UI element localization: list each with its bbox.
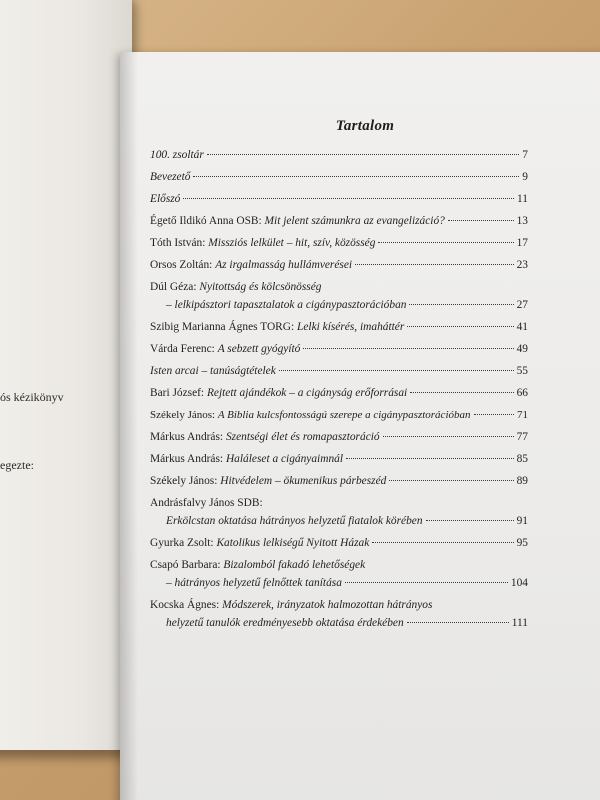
left-page <box>0 0 132 750</box>
entry-author: Várda Ferenc: <box>150 343 215 355</box>
left-page-fragment: egezte: <box>0 458 34 472</box>
page-number: 104 <box>510 577 528 589</box>
dot-leader <box>407 326 513 327</box>
page-number: 9 <box>522 171 528 183</box>
entry-author: Andrásfalvy János SDB: <box>150 497 263 509</box>
page-number: 77 <box>516 431 528 443</box>
page-number: 66 <box>516 387 528 399</box>
entry-title: Szentségi élet és romapasztoráció <box>225 431 380 443</box>
entry-title: Az irgalmasság hullámverései <box>215 259 353 271</box>
toc-entry <box>150 146 528 164</box>
toc-entry <box>150 406 528 424</box>
entry-title-continued: – lelkipásztori tapasztalatok a cigánypasztorációban <box>166 299 407 311</box>
toc-entry <box>150 362 528 380</box>
entry-title: A sebzett gyógyító <box>217 343 301 355</box>
entry-author: Kocska Ágnes: <box>150 599 220 611</box>
toc-entry <box>150 384 528 402</box>
page-number: 27 <box>516 299 528 311</box>
dot-leader <box>279 370 514 371</box>
entry-author: Székely János: <box>150 409 216 421</box>
entry-author: Gyurka Zsolt: <box>150 537 214 549</box>
entry-author: Márkus András: <box>150 431 224 443</box>
toc-entry <box>150 494 528 530</box>
entry-author: Márkus András: <box>150 453 224 465</box>
page-number: 49 <box>516 343 528 355</box>
toc-title: Tartalom <box>335 118 395 134</box>
toc-entry <box>150 234 528 252</box>
entry-title: Bizalomból fakadó lehetőségek <box>223 559 366 571</box>
entry-title: 100. zsoltár <box>150 149 204 161</box>
dot-leader <box>345 582 508 583</box>
dot-leader <box>346 458 514 459</box>
entry-author: Csapó Barbara: <box>150 559 221 571</box>
dot-leader <box>207 154 519 155</box>
dot-leader <box>372 542 513 543</box>
entry-title: Mit jelent számunkra az evangelizáció? <box>264 215 445 227</box>
entry-title: Nyitottság és kölcsönösség <box>199 281 322 293</box>
dot-leader <box>448 220 514 221</box>
toc-entry <box>150 318 528 336</box>
toc-entry <box>150 428 528 446</box>
toc-entry <box>150 168 528 186</box>
dot-leader <box>410 392 513 393</box>
page-gutter <box>120 52 138 800</box>
dot-leader <box>303 348 513 349</box>
entry-author: Orsos Zoltán: <box>150 259 213 271</box>
page-number: 71 <box>517 409 528 421</box>
dot-leader <box>378 242 513 243</box>
page-number: 89 <box>516 475 528 487</box>
right-page <box>120 52 600 800</box>
toc-entry <box>150 212 528 230</box>
toc-entry <box>150 450 528 468</box>
entry-author: Tóth István: <box>150 237 206 249</box>
page-number: 11 <box>517 193 528 205</box>
dot-leader <box>474 414 514 415</box>
page-number: 23 <box>516 259 528 271</box>
toc-entry <box>150 556 528 592</box>
entry-title-continued: – hátrányos helyzetű felnőttek tanítása <box>166 577 342 589</box>
entry-title: Rejtett ajándékok – a cigányság erőforrásai <box>206 387 408 399</box>
dot-leader <box>383 436 514 437</box>
entry-title: Isten arcai – tanúságtételek <box>150 365 276 377</box>
page-number: 111 <box>511 617 528 629</box>
entry-title: Missziós lelkület – hit, szív, közösség <box>208 237 376 249</box>
page-number: 95 <box>516 537 528 549</box>
entry-title: Módszerek, irányzatok halmozottan hátrányos <box>222 599 433 611</box>
entry-title: Hitvédelem – ökumenikus párbeszéd <box>220 475 387 487</box>
toc-entry <box>150 472 528 490</box>
entry-title: Katolikus lelkiségű Nyitott Házak <box>216 537 370 549</box>
page-number: 85 <box>516 453 528 465</box>
left-page-fragment: ós kézikönyv <box>0 390 64 404</box>
dot-leader <box>426 520 514 521</box>
entry-author: Bari József: <box>150 387 205 399</box>
entry-title: Lelki kísérés, imaháttér <box>297 321 405 333</box>
entry-title: Előszó <box>150 193 181 205</box>
entry-author: Dúl Géza: <box>150 281 197 293</box>
entry-title: A Biblia kulcsfontosságú szerepe a cigánypasztorációban <box>217 409 471 421</box>
dot-leader <box>355 264 514 265</box>
toc-entry <box>150 596 528 632</box>
entry-author: Égető Ildikó Anna OSB: <box>150 215 262 227</box>
toc-entry <box>150 278 528 314</box>
page-number: 41 <box>516 321 528 333</box>
dot-leader <box>389 480 513 481</box>
page-number: 55 <box>516 365 528 377</box>
entry-author: Szibig Marianna Ágnes TORG: <box>150 321 295 333</box>
page-number: 13 <box>516 215 528 227</box>
entry-author: Székely János: <box>150 475 218 487</box>
dot-leader <box>407 622 509 623</box>
entry-title: Haláleset a cigányaimnál <box>225 453 344 465</box>
page-number: 7 <box>522 149 528 161</box>
toc-entry <box>150 340 528 358</box>
entry-title: Erkölcstan oktatása hátrányos helyzetű fiatalok körében <box>166 515 423 527</box>
entry-title: Bevezető <box>150 171 191 183</box>
page-number: 91 <box>516 515 528 527</box>
page-number: 17 <box>516 237 528 249</box>
toc-entry <box>150 190 528 208</box>
dot-leader <box>183 198 514 199</box>
dot-leader <box>409 304 513 305</box>
dot-leader <box>193 176 519 177</box>
entry-title-continued: helyzetű tanulók eredményesebb oktatása érdekében <box>166 617 404 629</box>
toc-entry <box>150 534 528 552</box>
toc-entry <box>150 256 528 274</box>
table-of-contents <box>150 146 528 636</box>
